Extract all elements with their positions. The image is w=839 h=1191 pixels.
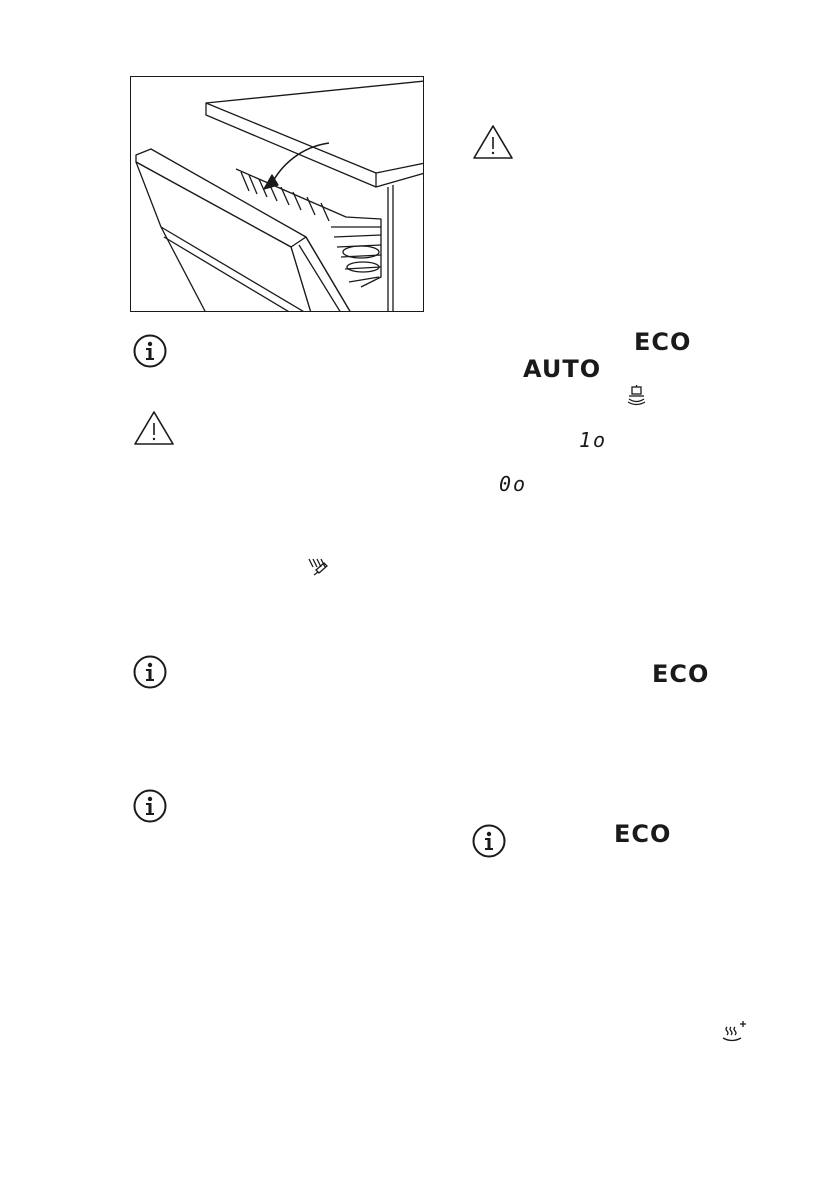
- eco-label: ECO: [634, 328, 692, 356]
- eco-label: ECO: [652, 660, 710, 688]
- info-icon: [472, 824, 506, 863]
- info-icon: [133, 789, 167, 828]
- eco-label: ECO: [614, 820, 672, 848]
- extra-dry-icon: [720, 1019, 748, 1050]
- dishes-icon: [626, 384, 648, 411]
- dishwasher-door-closing-icon: [131, 77, 424, 312]
- auto-label: AUTO: [523, 355, 602, 383]
- display-reading-2: 0o: [499, 472, 528, 496]
- warning-icon: [472, 124, 514, 165]
- rinse-aid-icon: [306, 557, 330, 584]
- dishwasher-door-illustration: [130, 76, 424, 312]
- warning-icon: [133, 410, 175, 451]
- info-icon: [133, 655, 167, 694]
- info-icon: [133, 334, 167, 373]
- display-reading-1: 1o: [579, 428, 608, 452]
